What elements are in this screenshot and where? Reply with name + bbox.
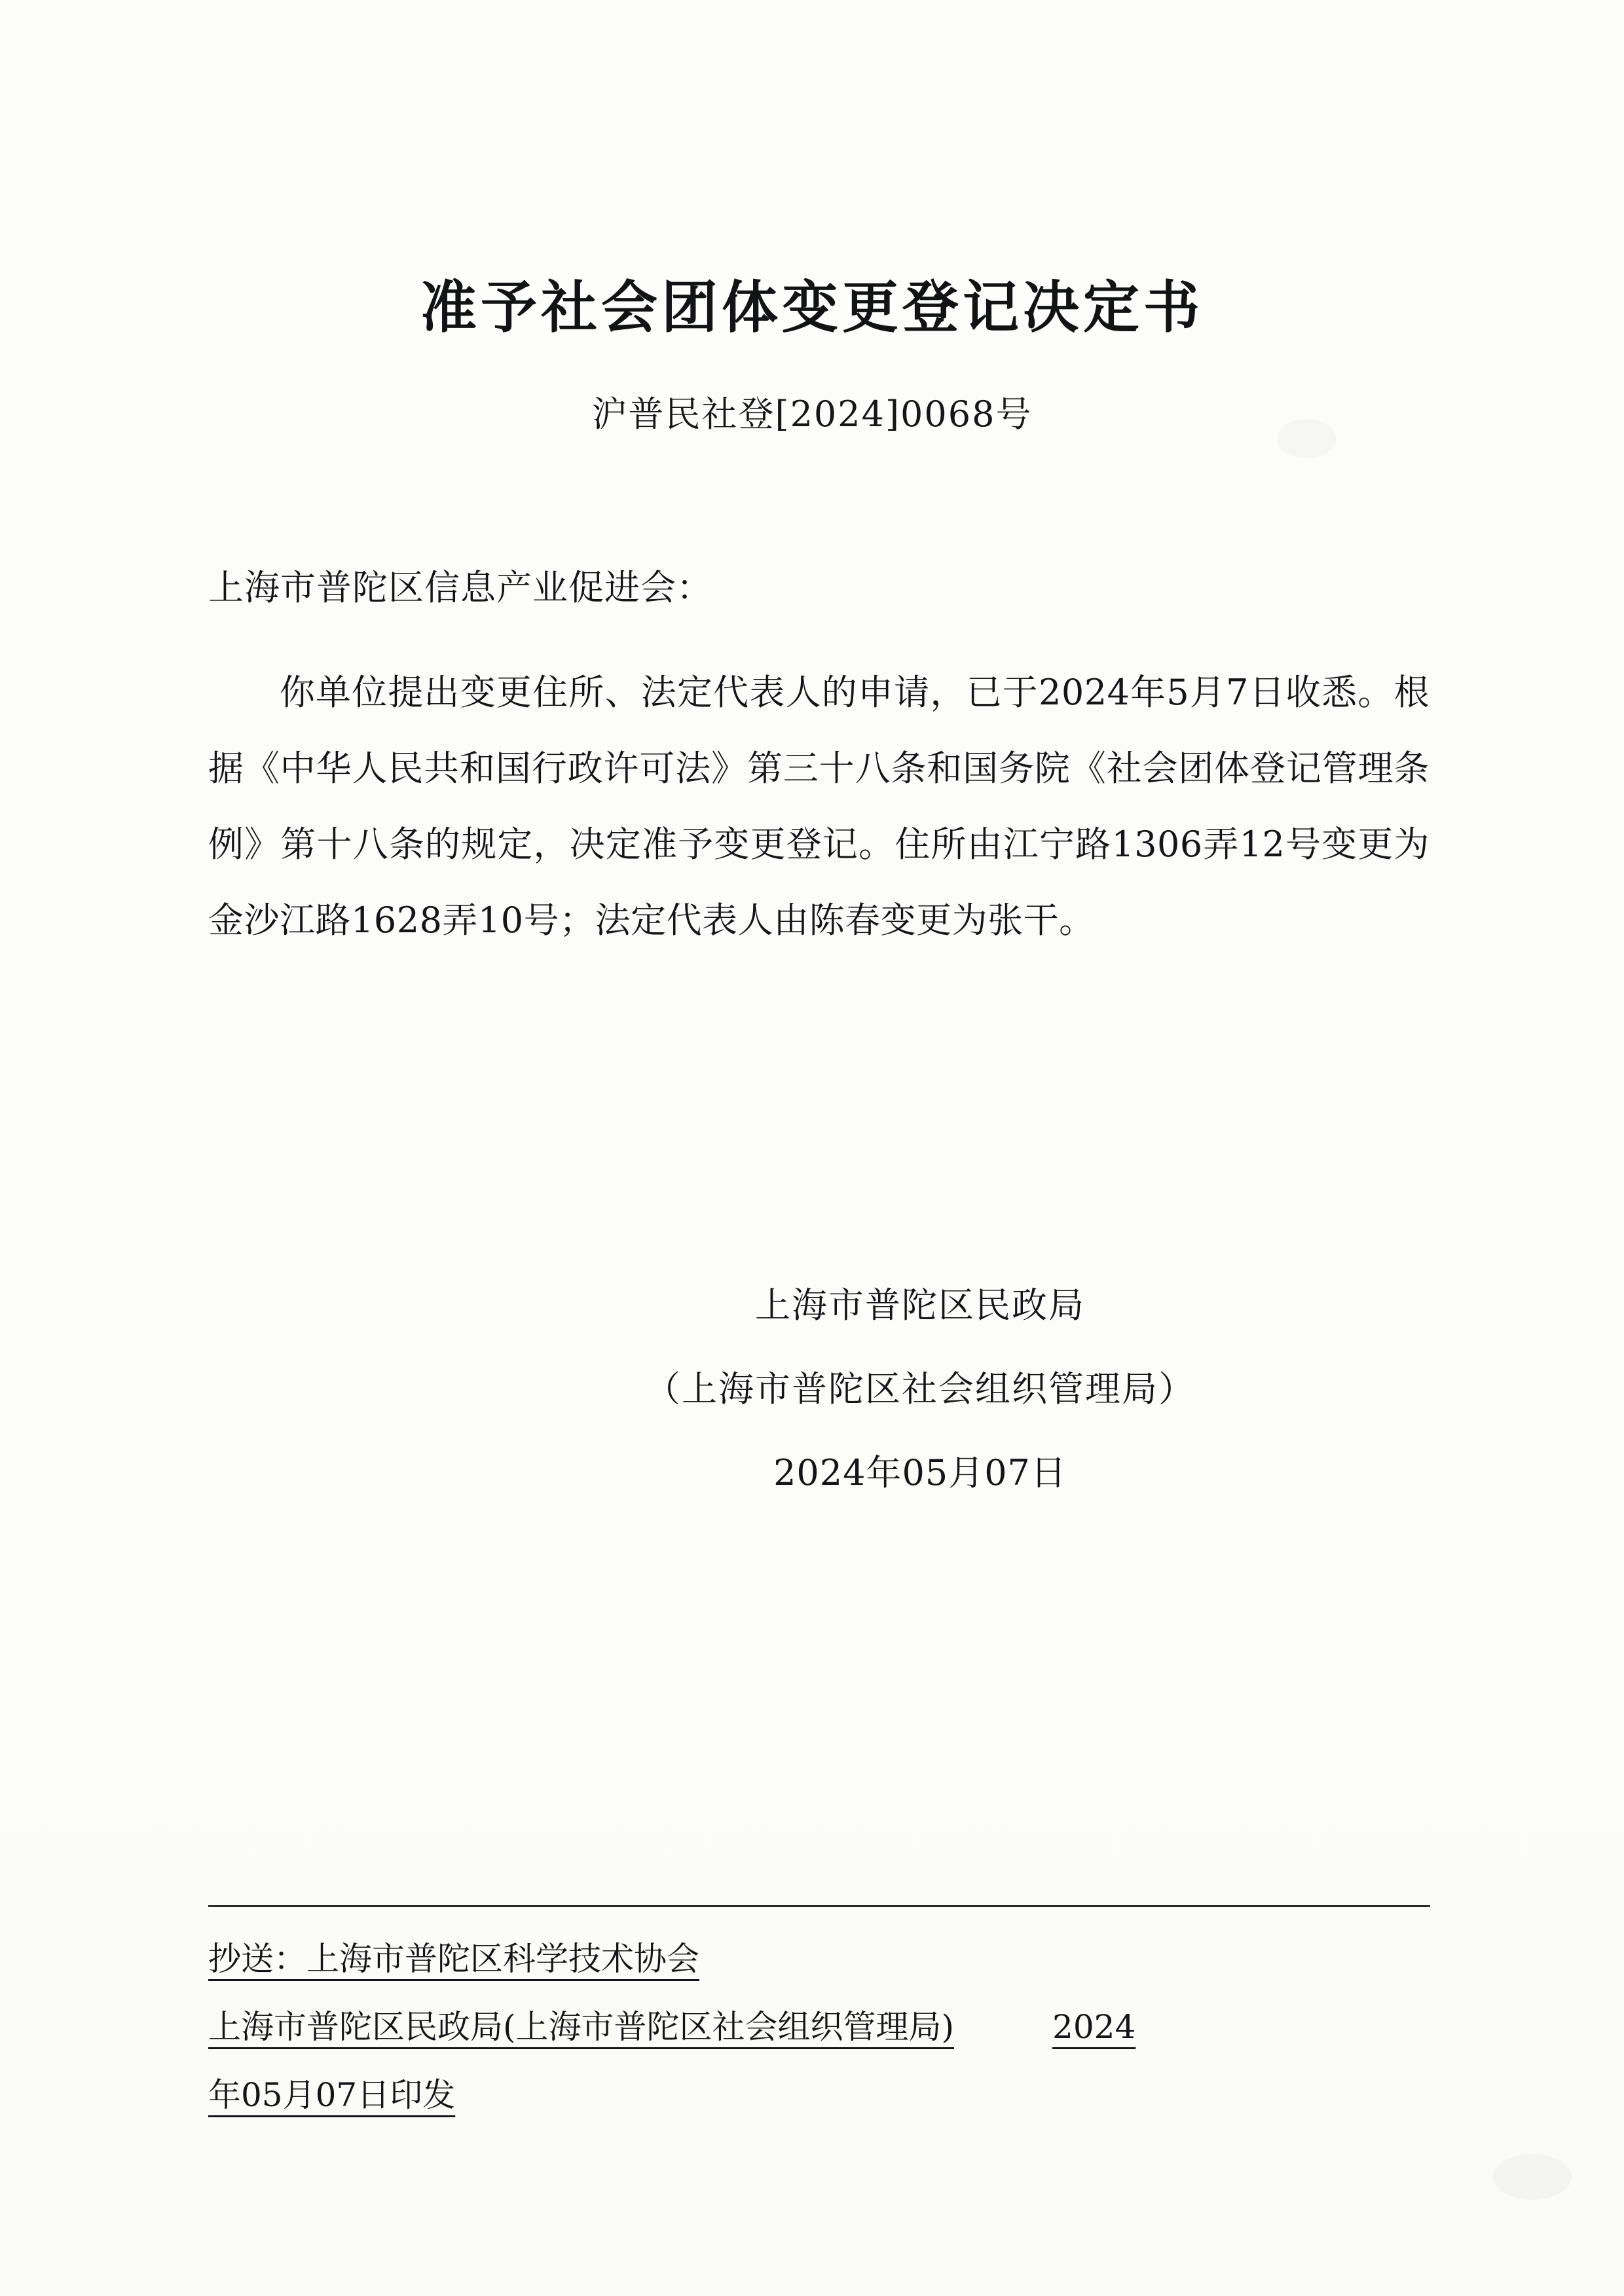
footer-print-year: 2024 (1052, 2008, 1136, 2046)
scan-smudge (1493, 2154, 1572, 2200)
footer-cc-label: 抄送： (208, 1940, 306, 1978)
footer-divider (208, 1905, 1430, 1907)
body-paragraph (208, 655, 1430, 958)
signature-date: 2024年05月07日 (773, 1452, 1067, 1493)
page-title: 准予社会团体变更登记决定书 (420, 274, 1204, 340)
footer-printer-row (208, 1993, 1439, 2061)
footer-cc-row (208, 1925, 1439, 1993)
footer-print-date: 年05月07日印发 (208, 2076, 456, 2114)
document-number: 沪普民社登[2024]0068号 (591, 393, 1033, 435)
footer-print-date-row (208, 2061, 1439, 2129)
signature-issuer: 上海市普陀区民政局 (755, 1285, 1085, 1326)
footer-cc-target: 上海市普陀区科学技术协会 (306, 1940, 699, 1978)
body-paragraph-text: 你单位提出变更住所、法定代表人的申请，已于2024年5月7日收悉。根据《中华人民共和国行政许可法》第三十八条和国务院《社会团体登记管理条例》第十八条的规定，决定准予变更登记。住所由江宁路1306弄12号变更为金沙江路1628弄10号；法定代表人由陈春变更为张干。 (208, 672, 1430, 941)
signature-issuer-alt: （上海市普陀区社会组织管理局） (645, 1368, 1195, 1410)
salutation: 上海市普陀区信息产业促进会： (208, 567, 712, 608)
footer-block (208, 1925, 1439, 2129)
footer-printer: 上海市普陀区民政局(上海市普陀区社会组织管理局) (208, 2008, 955, 2046)
signature-block (0, 1264, 1624, 1515)
